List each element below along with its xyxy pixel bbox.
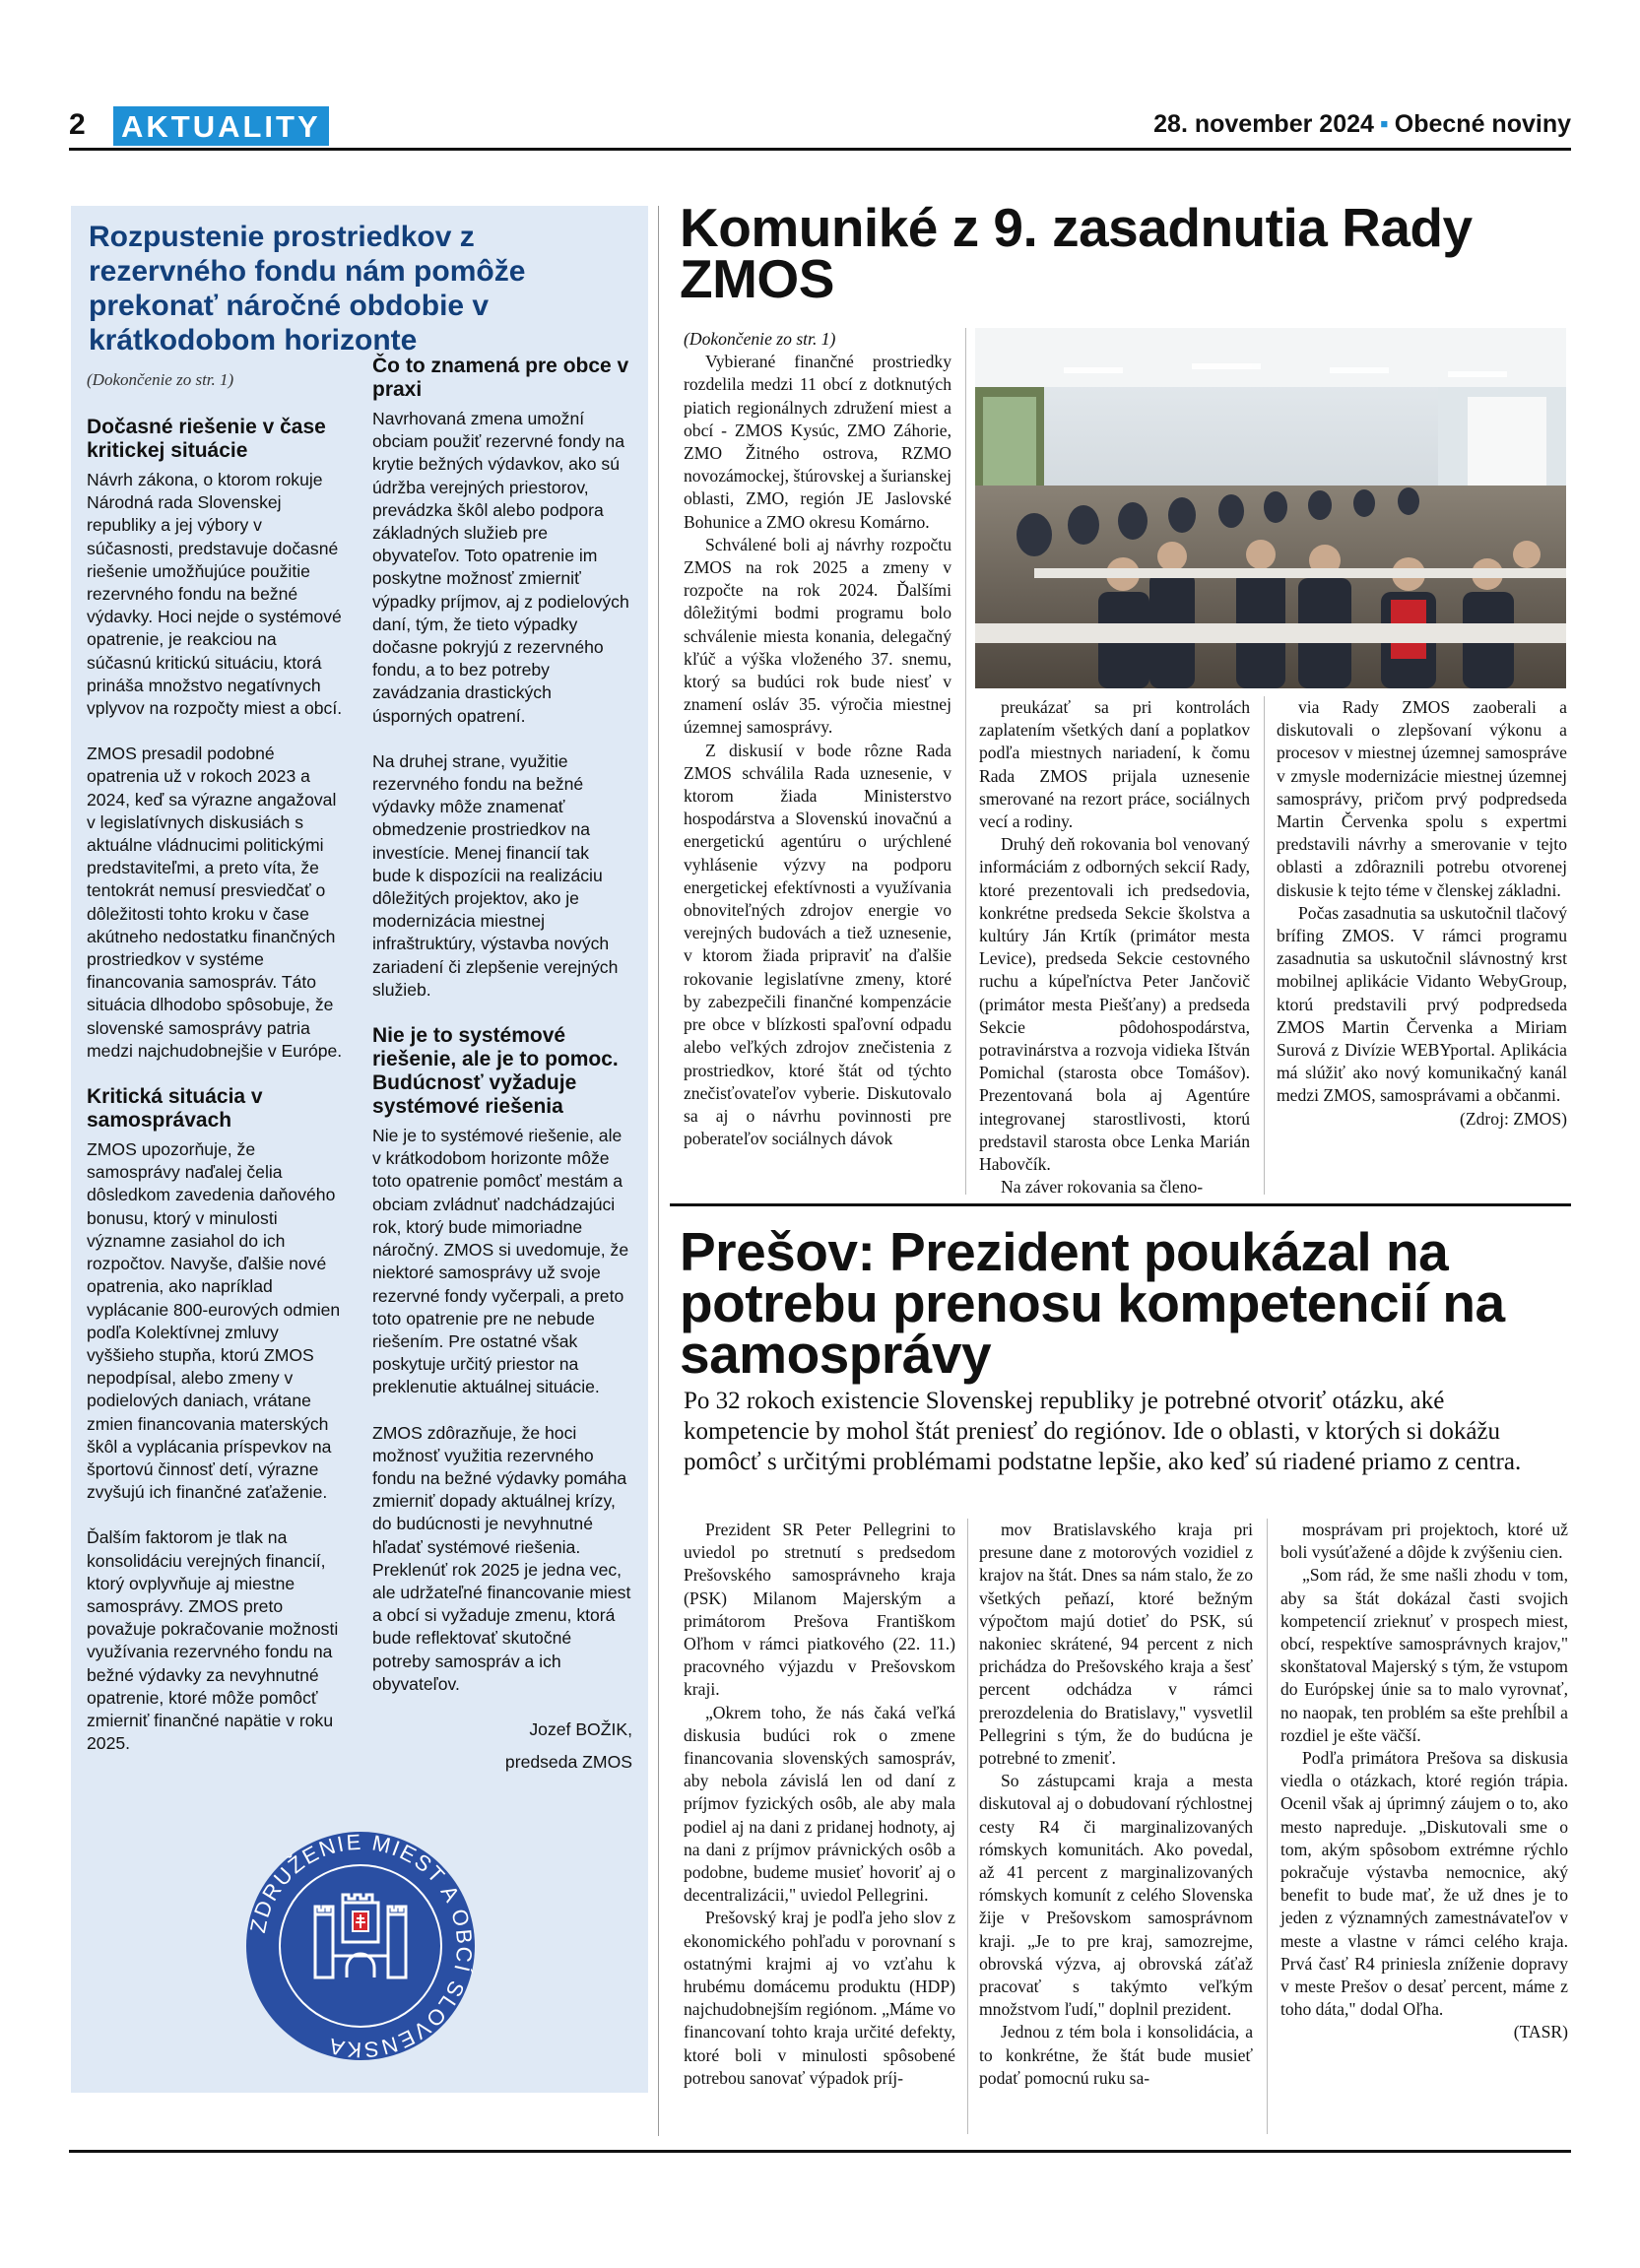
page-number: 2	[69, 108, 86, 141]
continuation-note: (Dokončenie zo str. 1)	[87, 370, 234, 389]
article-2-column-2	[979, 1519, 1253, 2090]
paragraph: Prešovský kraj je podľa jeho slov z ekonomického pohľadu v porovnaní s ostatnými krajmi aj vo vzťahu k hrubému domácemu produktu (HDP) najchudobnejším regiónom. „Máme vo financovaní tohto kraja určité defekty, ktoré boli v minulosti spôsobené potrebou sanovať výpadok príj-	[684, 1908, 955, 2088]
paragraph: Z diskusií v bode rôzne Rada ZMOS schválila Rada uznesenie, v ktorom žiada Ministerstvo hospodárstva a Slovenskú inovačnú a energetickú agentúru o urýchlené vyhlásenie výzvy na podporu energetickej efektívnosti a využívania obnoviteľných zdrojov energie vo verejných budovách a tiež uznesenie, v ktorom žiada pripraviť na ďalšie rokovanie legislatívne zmeny, ktoré by zabezpečili finančné kompenzácie pre obce v blízkosti spaľovní odpadu alebo veľkých zdrojov znečistenia z prostriedkov, ktoré štát od týchto znečisťovateľov vyberie. Diskutovalo sa aj o návrhu povinnosti pre poberateľov sociálnych dávok	[684, 740, 951, 1149]
subheading: Kritická situácia v samosprávach	[87, 1085, 263, 1133]
column-divider	[658, 206, 659, 2136]
subheading: Dočasné riešenie v čase kritickej situácie	[87, 416, 326, 462]
column-rule	[965, 328, 966, 1195]
publication-name: Obecné noviny	[1394, 110, 1571, 138]
section-label: AKTUALITY	[113, 106, 329, 146]
paragraph: Druhý deň rokovania bol venovaný informáciám z odborných sekcií Rady, ktoré prezentovali ich predsedovia, konkrétne predseda Sekcie školstva a kultúry Ján Krtík (primátor mesta Levice), predseda Sekcie cestovného ruchu a kúpeľníctva Peter Jančovič (primátor mesta Piešťany) a predseda Sekcie pôdohospodárstva, potravinárstva a rozvoja vidieka Ištván Pomichal (starosta obce Tomášov). Prezentovaná bola aj Agentúre integrovanej starostlivosti, ktorú predstavil starosta obce Lenka Marián Habovčík.	[979, 834, 1250, 1175]
subheading: Nie je to systémové riešenie, ale je to pomoc. Budúcnosť vyžaduje systémové riešenia	[372, 1024, 619, 1119]
sidebar-column-1	[87, 369, 345, 1778]
paragraph: preukázať sa pri kontrolách zaplatením všetkých daní a poplatkov podľa miestnych nariadení, k čomu Rada ZMOS prijala uznesenie smerované na rezort práce, sociálnych vecí a rodiny.	[979, 697, 1250, 832]
meeting-photo	[975, 328, 1566, 688]
paragraph: Navrhovaná zmena umožní obciam použiť rezervné fondy na krytie bežných výdavkov, ako sú údržba verejných priestorov, prevádzka škôl alebo podpora základných služieb pre obyvateľov. Toto opatrenie im poskytne možnosť zmierniť výpadky príjmov, aj z podielových daní, tým, že tieto výpadky dočasne pokryjú z rezervného fondu, a to bez potreby zavádzania drastických úsporných opatrení.	[372, 409, 629, 726]
column-rule	[1264, 696, 1265, 1195]
continuation-note: (Dokončenie zo str. 1)	[684, 329, 836, 349]
article-2-lead: Po 32 rokoch existencie Slovenskej republiky je potrebné otvoriť otázku, aké kompetencie by mohol štát preniesť do regiónov. Ide o oblasti, v ktorých si dokážu pomôcť s určitými problémami podstatne lepšie, ako keď sú riadené priamo z centra.	[684, 1388, 1522, 1475]
article-2-column-3	[1280, 1519, 1568, 2044]
paragraph: Vybierané finančné prostriedky rozdelila medzi 11 obcí z dotknutých piatich regionálnych združení miest a obcí - ZMOS Kysúc, ZMO Záhorie, ZMO Žitného ostrova, RZMO novozámockej, štúrovskej a šurianskej oblasti, ZMO, región JE Jaslovské Bohunice a ZMO okresu Komárno.	[684, 352, 951, 532]
article-1-column-1	[684, 328, 951, 1150]
paragraph: ZMOS zdôrazňuje, že hoci možnosť využitia rezervného fondu na bežné výdavky pomáha zmierniť dopady aktuálnej krízy, do budúcnosti je nevyhnutné hľadať systémové riešenia. Preklenúť rok 2025 je jedna vec, ale udržateľné financovanie miest a obcí si vyžaduje zmenu, ktorá bude reflektovať skutočné potreby samospráv a ich obyvateľov.	[372, 1422, 631, 1694]
paragraph: Jednou z tém bola i konsolidácia, a to konkrétne, že štát bude musieť podať pomocnú ruku sa-	[979, 2022, 1253, 2088]
meeting-photo-image	[975, 328, 1566, 688]
article-1-column-3	[1277, 696, 1567, 1131]
paragraph: Prezident SR Peter Pellegrini to uviedol po stretnutí s predsedom Prešovského samosprávneho kraja (PSK) Milanom Majerským a primátorom Prešova Františkom Oľhom v rámci piatkového (22. 11.) pracovného výjazdu v Prešovskom kraji.	[684, 1520, 955, 1700]
signature: Jozef BOŽIK,	[529, 1718, 632, 1739]
signature: predseda ZMOS	[504, 1752, 632, 1773]
paragraph: Ďalším faktorom je tlak na konsolidáciu verejných financií, ktorý ovplyvňuje aj miestne samosprávy. ZMOS preto považuje pokračovanie možnosti využívania rezervného fondu na bežné výdavky za nevyhnutné opatrenie, ktoré môže pomôcť zmierniť finančné napätie v roku 2025.	[87, 1527, 339, 1754]
sidebar-column-2	[372, 355, 632, 1796]
paragraph: „Okrem toho, že nás čaká veľká diskusia budúci rok o zmene financovania slovenských samospráv, aby nebola závislá len od daní z príjmov fyzických osôb, ale aby mala podiel aj na dani z pridanej hodnoty, aj na dani z príjmov právnických osôb a podobne, budeme musieť hovoriť aj o decentralizácii," uviedol Pellegrini.	[684, 1702, 955, 1906]
separator-dot: ▪	[1379, 110, 1389, 138]
article-1-headline: Komuniké z 9. zasadnutia Rady ZMOS	[680, 197, 1473, 309]
paragraph: So zástupcami kraja a mesta diskutoval aj o dobudovaní rýchlostnej cesty R4 či marginalizovaných rómskych komunitách. Ako povedal, až 41 percent z marginalizovaných rómskych komunít z celého Slovenska žije v Prešovskom samosprávnom kraji. „Je to pre kraj, samozrejme, obrovská výzva, aj obrovská záťaž pracovať s takýmto veľkým množstvom ľudí," doplnil prezident.	[979, 1771, 1253, 2020]
paragraph: Podľa primátora Prešova sa diskusia viedla o otázkach, ktoré región trápia. Ocenil však aj úprimný záujem o to, ako mesto napreduje. „Diskutovali sme o tom, akým spôsobom extrémne rýchlo pokračuje výstavba nemocnice, aký benefit to bude mať, že už dnes je to jeden z významných zamestnávateľov v meste a vlastne v rámci celého kraja. Prvá časť R4 priniesla zníženie dopravy v meste Prešov o desať percent, máme z toho dáta," dodal Oľha.	[1280, 1748, 1568, 2020]
article-1-column-2	[979, 696, 1250, 1199]
column-rule	[1267, 1519, 1268, 2134]
footer-rule	[69, 2150, 1571, 2153]
article-2-column-1	[684, 1519, 955, 2090]
paragraph: mosprávam pri projektoch, ktoré už boli vysúťažené a dôjde k zvýšeniu cien.	[1280, 1520, 1568, 1563]
sidebar-title: Rozpustenie prostriedkov z rezervného fondu nám pomôže prekonať náročné obdobie v krátkodobom horizonte	[89, 221, 526, 356]
paragraph: Na záver rokovania sa členo-	[1001, 1177, 1204, 1198]
paragraph: Návrh zákona, o ktorom rokuje Národná rada Slovenskej republiky a jej výbory v súčasnosti, predstavuje dočasné riešenie umožňujúce použitie rezervného fondu na bežné výdavky. Hoci nejde o systémové opatrenie, je reakciou na súčasnú kritickú situáciu, ktorá prináša množstvo negatívnych vplyvov na rozpočty miest a obcí.	[87, 470, 343, 719]
article-separator	[670, 1203, 1571, 1206]
subheading: Čo to znamená pre obce v praxi	[372, 355, 629, 401]
issue-info	[1153, 110, 1571, 139]
paragraph: Na druhej strane, využitie rezervného fondu na bežné výdavky môže znamenať obmedzenie prostriedkov na investície. Menej financií tak bude k dispozícii na realizáciu dôležitých projektov, ako je modernizácia miestnej infraštruktúry, výstavba nových zariadení či zlepšenie verejných služieb.	[372, 750, 619, 1000]
zmos-emblem-logo	[244, 1830, 477, 2062]
paragraph: Schválené boli aj návrhy rozpočtu ZMOS na rok 2025 a zmeny v rozpočte na rok 2024. Ďalšími dôležitými bodmi programu bolo schválenie miesta konania, delegačný kľúč a výška vloženého 37. snemu, ktorý sa budúci rok bude niesť v znamení osláv 35. výročia miestnej územnej samosprávy.	[684, 534, 951, 738]
paragraph: Počas zasadnutia sa uskutočnil tlačový brífing ZMOS. V rámci programu zasadnutia sa uskutočnil slávnostný krst mobilnej aplikácie Vidanto WebyGroup, ktorú predstavili prvý podpredseda ZMOS Martin Červenka a Miriam Surová z Divízie WEBYportal. Aplikácia má slúžiť ako nový komunikačný kanál medzi ZMOS, samosprávami a občanmi.	[1277, 902, 1567, 1106]
source-credit: (TASR)	[1513, 2022, 1568, 2042]
issue-date: 28. november 2024	[1153, 110, 1374, 138]
paragraph: ZMOS presadil podobné opatrenia už v rokoch 2023 a 2024, keď sa výrazne angažoval v legislatívnych diskusiách s aktuálne vládnucimi politickými predstaviteľmi, a preto víta, že tentokrát nemusí presviedčať o dôležitosti tohto kroku v čase akútneho nedostatku finančných prostriedkov v systéme financovania samospráv. Táto situácia dlhodobo spôsobuje, že slovenské samosprávy patria medzi najchudobnejšie v Európe.	[87, 744, 343, 1061]
header-rule	[69, 148, 1571, 151]
article-2-headline: Prešov: Prezident poukázal na potrebu prenosu kompetencií na samosprávy	[680, 1221, 1505, 1385]
column-rule	[967, 1519, 968, 2134]
paragraph: mov Bratislavského kraja pri presune dane z motorových vozidiel z krajov na štát. Dnes sa nám stalo, že zo všetkých peňazí, ktoré bežným výpočtom majú dotieť do PSK, sú nakoniec skrátené, 94 percent z nich prichádza do Prešovského kraja a šesť percent odchádza v rámci prerozdelenia do Bratislavy," vysvetlil Pellegrini s tým, že do budúcna je potrebné to zmeniť.	[979, 1520, 1253, 1769]
paragraph: ZMOS upozorňuje, že samosprávy naďalej čelia dôsledkom zavedenia daňového bonusu, ktorý v minulosti významne zasiahol do ich rozpočtov. Navyše, ďalšie nové opatrenia, ako napríklad vyplácanie 800-eurových odmien podľa Kolektívnej zmluvy vyššieho stupňa, ktorú ZMOS nepodpísal, alebo zmeny v podielových daniach, vrátane zmien financovania materských škôl a vyplácania príspevkov na športovú činnosť detí, výrazne zvyšujú ich finančné zaťaženie.	[87, 1139, 341, 1503]
source-credit: (Zdroj: ZMOS)	[1460, 1108, 1567, 1129]
paragraph: „Som rád, že sme našli zhodu v tom, aby sa štát dokázal časti svojich kompetencií zrieknuť v prospech miest, obcí, respektíve samosprávnych krajov," skonštatoval Majerský s tým, že vstupom do Európskej únie sa to malo vyrovnať, no naopak, ten problém sa ešte prehĺbil a rozdiel je ešte väčší.	[1280, 1565, 1568, 1745]
emblem-ring-text: ZDRUŽENIE MIEST A OBCÍ SLOVENSKA	[244, 1830, 477, 2062]
paragraph: Nie je to systémové riešenie, ale v krátkodobom horizonte môže toto opatrenie pomôcť mestám a obciam zvládnuť nadchádzajúci rok, ktorý bude mimoriadne náročný. ZMOS si uvedomuje, že niektoré samosprávy už svoje rezervné fondy vyčerpali, a preto toto opatrenie pre ne nebude riešením. Pre ostatné však poskytuje určitý priestor na preklenutie aktuálnej situácie.	[372, 1126, 629, 1397]
paragraph: via Rady ZMOS zaoberali a diskutovali o zlepšovaní výkonu a procesov v miestnej územnej samospráve v zmysle modernizácie miestnej územnej samosprávy, pričom prvý podpredseda Martin Červenka spolu s expertmi predstavili návrhy a smerovanie v tejto oblasti a zdôraznili potrebu otvorenej diskusie k tejto téme v členskej základni.	[1277, 697, 1567, 900]
